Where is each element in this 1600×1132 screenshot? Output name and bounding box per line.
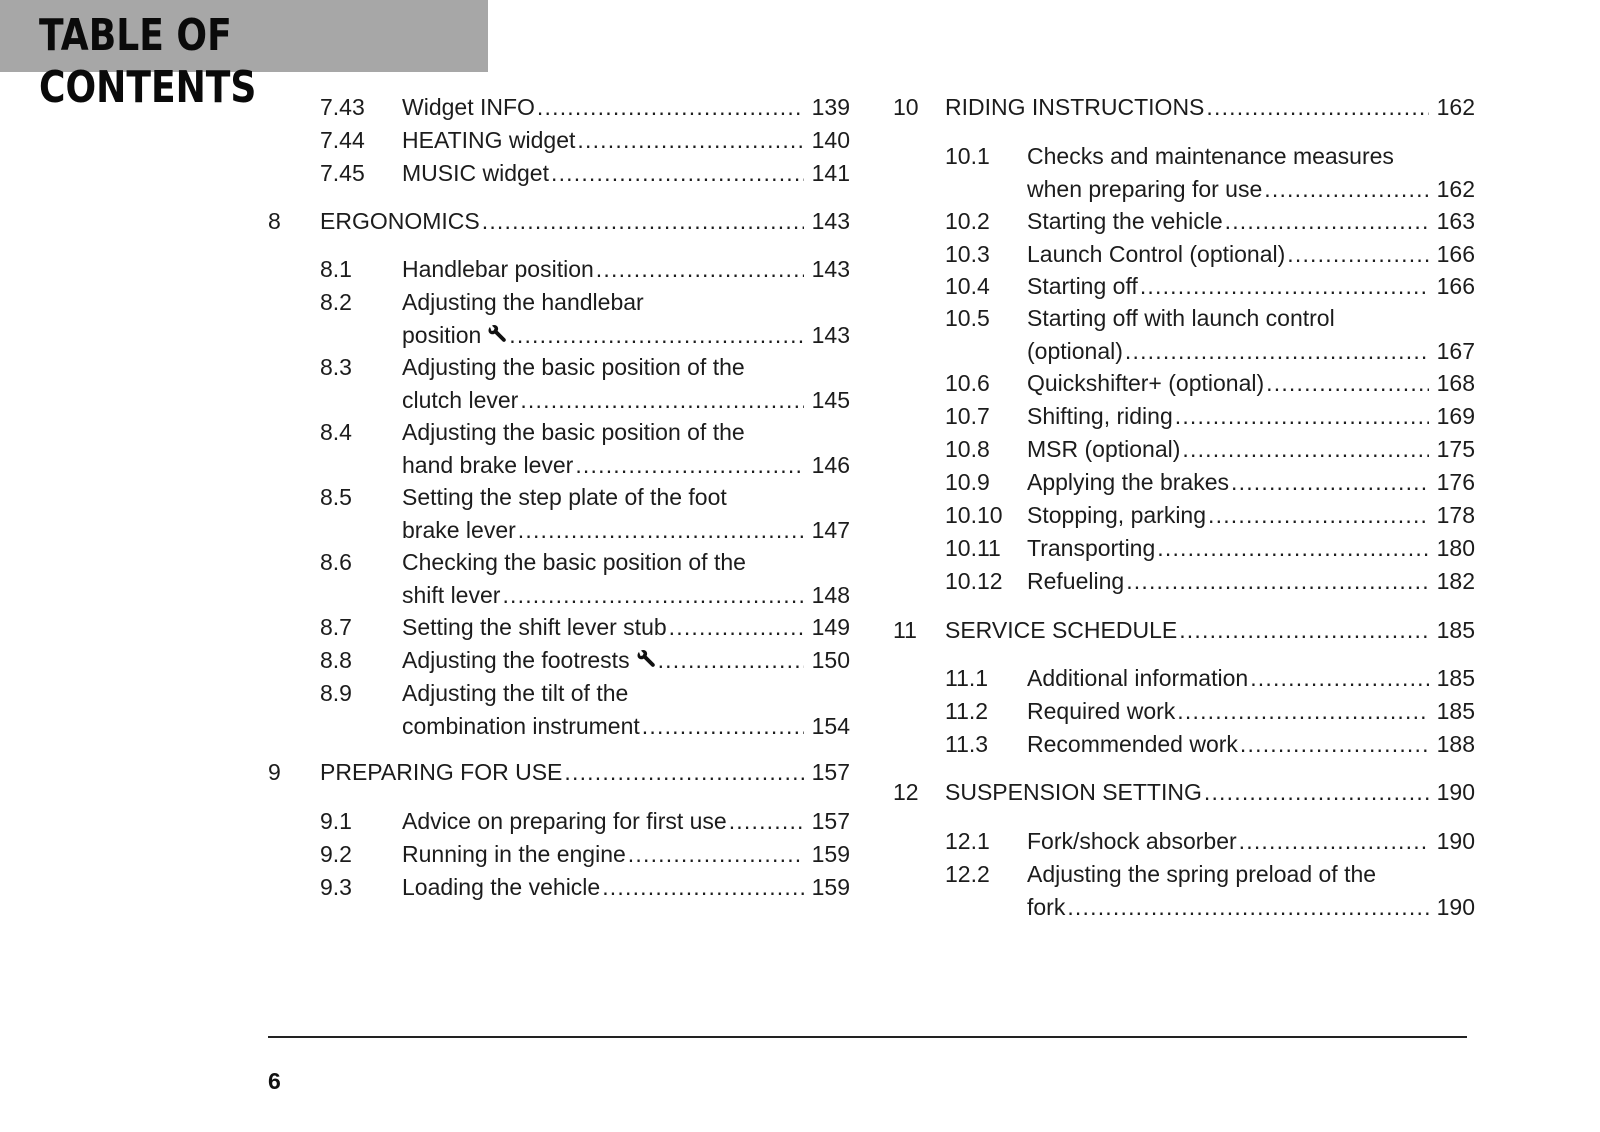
page-ref[interactable]: 157 bbox=[811, 759, 850, 785]
entry-title: Refueling bbox=[1027, 568, 1125, 594]
dot-leader bbox=[537, 91, 804, 124]
entry-title: Advice on preparing for first use bbox=[402, 808, 727, 834]
entry-line bbox=[945, 614, 1475, 647]
section-number: 7.44 bbox=[320, 127, 365, 153]
page-ref[interactable]: 188 bbox=[1436, 731, 1475, 757]
page-ref[interactable]: 185 bbox=[1436, 698, 1475, 724]
section-number: 11.2 bbox=[945, 698, 989, 724]
entry-title: MSR (optional) bbox=[1027, 436, 1181, 462]
entry-line bbox=[1027, 302, 1475, 335]
dot-leader bbox=[575, 449, 804, 482]
entry-title: Starting off with launch control bbox=[1027, 305, 1335, 331]
section-number: 8.9 bbox=[320, 680, 352, 706]
entry-title: Adjusting the handlebar bbox=[402, 289, 644, 315]
page-ref[interactable]: 190 bbox=[1436, 893, 1475, 920]
dot-leader bbox=[1125, 335, 1429, 368]
entry-title: Transporting bbox=[1027, 535, 1156, 561]
entry-title: Quickshifter+ (optional) bbox=[1027, 370, 1265, 396]
entry-line bbox=[402, 579, 850, 612]
entry-text-block bbox=[1027, 367, 1475, 400]
dot-leader bbox=[502, 579, 804, 612]
page-ref[interactable]: 182 bbox=[1436, 568, 1475, 594]
entry-title: Launch Control (optional) bbox=[1027, 241, 1286, 267]
page-title: TABLE OF CONTENTS bbox=[39, 10, 257, 113]
dot-leader bbox=[1240, 728, 1429, 761]
dot-leader bbox=[1182, 433, 1429, 466]
entry-text-block bbox=[1027, 565, 1475, 598]
entry-text-block bbox=[1027, 140, 1475, 205]
wrench-icon bbox=[636, 644, 656, 662]
dot-leader bbox=[1208, 499, 1429, 532]
dot-leader bbox=[1264, 173, 1429, 206]
chapter-number: 11 bbox=[893, 617, 917, 643]
section-number: 11.3 bbox=[945, 731, 989, 757]
section-number: 9.3 bbox=[320, 874, 352, 900]
entry-line bbox=[402, 805, 850, 838]
section-number: 10.11 bbox=[945, 535, 1001, 561]
entry-line bbox=[320, 205, 850, 238]
page-ref[interactable]: 140 bbox=[811, 127, 850, 153]
page-ref[interactable]: 162 bbox=[1436, 175, 1475, 202]
dot-leader bbox=[1157, 532, 1429, 565]
entry-title: SUSPENSION SETTING bbox=[945, 779, 1202, 805]
page-ref[interactable]: 185 bbox=[1436, 617, 1475, 643]
entry-line bbox=[402, 384, 850, 417]
entry-title: Fork/shock absorber bbox=[1027, 828, 1237, 854]
section-number: 12.2 bbox=[945, 861, 990, 887]
entry-line bbox=[1027, 205, 1475, 238]
chapter-number: 12 bbox=[893, 779, 919, 805]
dot-leader bbox=[1250, 662, 1429, 695]
entry-title: PREPARING FOR USE bbox=[320, 759, 563, 785]
entry-line bbox=[1027, 695, 1475, 728]
entry-text-block bbox=[945, 91, 1475, 124]
entry-title: Handlebar position bbox=[402, 256, 594, 282]
entry-title: Adjusting the basic position of the bbox=[402, 419, 745, 445]
dot-leader bbox=[551, 157, 804, 190]
entry-text-block bbox=[402, 546, 850, 611]
section-number: 9.2 bbox=[320, 841, 352, 867]
entry-text-block bbox=[402, 805, 850, 838]
entry-line bbox=[1027, 367, 1475, 400]
page-ref[interactable]: 163 bbox=[1436, 208, 1475, 234]
dot-leader bbox=[1067, 891, 1429, 924]
section-number: 7.43 bbox=[320, 94, 365, 120]
entry-title: Starting the vehicle bbox=[1027, 208, 1223, 234]
entry-line bbox=[945, 776, 1475, 809]
entry-line bbox=[1027, 400, 1475, 433]
dot-leader bbox=[1206, 91, 1429, 124]
entry-title: RIDING INSTRUCTIONS bbox=[945, 94, 1205, 120]
entry-title: Adjusting the tilt of the bbox=[402, 680, 629, 706]
entry-title: Loading the vehicle bbox=[402, 874, 601, 900]
entry-line bbox=[1027, 466, 1475, 499]
entry-line bbox=[402, 449, 850, 482]
dot-leader bbox=[509, 319, 804, 352]
entry-text-block bbox=[1027, 728, 1475, 761]
entry-line bbox=[402, 286, 850, 319]
entry-line bbox=[402, 710, 850, 743]
entry-line bbox=[402, 644, 850, 677]
dot-leader bbox=[1140, 270, 1429, 303]
dot-leader bbox=[1239, 825, 1429, 858]
entry-text-block bbox=[402, 871, 850, 904]
entry-title: Required work bbox=[1027, 698, 1176, 724]
dot-leader bbox=[628, 838, 804, 871]
entry-text-block bbox=[1027, 400, 1475, 433]
entry-title: Setting the step plate of the foot bbox=[402, 484, 727, 510]
entry-line bbox=[402, 157, 850, 190]
wrench-icon bbox=[487, 319, 507, 337]
entry-line bbox=[402, 838, 850, 871]
section-number: 10.8 bbox=[945, 436, 990, 462]
entry-line bbox=[402, 351, 850, 384]
page-ref[interactable]: 168 bbox=[1436, 370, 1475, 396]
entry-line bbox=[402, 514, 850, 547]
entry-title: SERVICE SCHEDULE bbox=[945, 617, 1178, 643]
entry-text-block bbox=[1027, 466, 1475, 499]
page-ref[interactable]: 162 bbox=[1436, 94, 1475, 120]
entry-text-block bbox=[402, 644, 850, 677]
dot-leader bbox=[1179, 614, 1429, 647]
entry-text-block bbox=[1027, 662, 1475, 695]
entry-line bbox=[402, 253, 850, 286]
section-number: 10.1 bbox=[945, 143, 990, 169]
entry-text-block bbox=[945, 776, 1475, 809]
dot-leader bbox=[1177, 695, 1429, 728]
section-number: 10.4 bbox=[945, 273, 990, 299]
section-number: 8.6 bbox=[320, 549, 352, 575]
entry-line bbox=[1027, 173, 1475, 206]
entry-text-block bbox=[1027, 238, 1475, 271]
entry-line bbox=[402, 416, 850, 449]
section-number: 9.1 bbox=[320, 808, 352, 834]
page-ref[interactable]: 146 bbox=[811, 451, 850, 478]
dot-leader bbox=[669, 611, 804, 644]
section-number: 10.10 bbox=[945, 502, 1003, 528]
entry-text-block bbox=[402, 351, 850, 416]
page-ref[interactable]: 139 bbox=[811, 94, 850, 120]
page-ref[interactable]: 145 bbox=[811, 386, 850, 413]
page-ref[interactable]: 157 bbox=[811, 808, 850, 834]
page-ref[interactable]: 178 bbox=[1436, 502, 1475, 528]
entry-text-block bbox=[402, 838, 850, 871]
page-ref[interactable]: 147 bbox=[811, 516, 850, 543]
entry-text-block bbox=[402, 286, 850, 351]
entry-line bbox=[402, 546, 850, 579]
entry-line bbox=[1027, 825, 1475, 858]
dot-leader bbox=[482, 205, 804, 238]
entry-title: fork bbox=[1027, 893, 1066, 920]
entry-title: hand brake lever bbox=[402, 451, 574, 478]
entry-line bbox=[1027, 728, 1475, 761]
page-ref[interactable]: 166 bbox=[1436, 273, 1475, 299]
entry-text-block bbox=[402, 157, 850, 190]
entry-text-block bbox=[1027, 499, 1475, 532]
entry-line bbox=[402, 319, 850, 352]
page-number: 6 bbox=[268, 1068, 281, 1094]
dot-leader bbox=[658, 644, 804, 677]
entry-line bbox=[1027, 891, 1475, 924]
entry-line bbox=[402, 124, 850, 157]
entry-title: Starting off bbox=[1027, 273, 1138, 299]
section-number: 10.12 bbox=[945, 568, 1003, 594]
entry-title: Setting the shift lever stub bbox=[402, 614, 667, 640]
page-ref[interactable]: 190 bbox=[1436, 779, 1475, 805]
entry-title: combination instrument bbox=[402, 712, 640, 739]
entry-line bbox=[320, 756, 850, 789]
entry-text-block bbox=[1027, 205, 1475, 238]
entry-title: Adjusting the spring preload of the bbox=[1027, 861, 1377, 887]
entry-title: Applying the brakes bbox=[1027, 469, 1230, 495]
entry-text-block bbox=[1027, 825, 1475, 858]
section-number: 10.2 bbox=[945, 208, 990, 234]
section-number: 10.6 bbox=[945, 370, 990, 396]
entry-title: Adjusting the basic position of the bbox=[402, 354, 745, 380]
section-number: 8.1 bbox=[320, 256, 352, 282]
dot-leader bbox=[1231, 466, 1429, 499]
page-ref[interactable]: 141 bbox=[811, 160, 850, 186]
entry-line bbox=[402, 481, 850, 514]
dot-leader bbox=[729, 805, 804, 838]
entry-text-block bbox=[1027, 433, 1475, 466]
entry-line bbox=[402, 871, 850, 904]
dot-leader bbox=[1225, 205, 1429, 238]
entry-title: brake lever bbox=[402, 516, 516, 543]
section-number: 8.2 bbox=[320, 289, 352, 315]
page-ref[interactable]: 167 bbox=[1436, 337, 1475, 364]
entry-line bbox=[402, 91, 850, 124]
section-number: 10.3 bbox=[945, 241, 990, 267]
page-ref[interactable]: 185 bbox=[1436, 665, 1475, 691]
entry-text-block bbox=[402, 677, 850, 742]
dot-leader bbox=[642, 710, 804, 743]
entry-title: clutch lever bbox=[402, 386, 519, 413]
page-ref[interactable]: 169 bbox=[1436, 403, 1475, 429]
page-ref[interactable]: 175 bbox=[1436, 436, 1475, 462]
page-ref[interactable]: 159 bbox=[811, 841, 850, 867]
entry-text-block bbox=[1027, 858, 1475, 923]
entry-line bbox=[1027, 433, 1475, 466]
entry-line bbox=[1027, 532, 1475, 565]
entry-text-block bbox=[402, 481, 850, 546]
page-ref[interactable]: 150 bbox=[811, 647, 850, 673]
page-ref[interactable]: 159 bbox=[811, 874, 850, 900]
section-number: 12.1 bbox=[945, 828, 990, 854]
dot-leader bbox=[1126, 565, 1429, 598]
chapter-number: 8 bbox=[268, 208, 281, 234]
entry-title: when preparing for use bbox=[1027, 175, 1263, 202]
chapter-number: 9 bbox=[268, 759, 281, 785]
entry-title: Recommended work bbox=[1027, 731, 1238, 757]
entry-text-block bbox=[1027, 302, 1475, 367]
section-number: 10.7 bbox=[945, 403, 990, 429]
page-ref[interactable]: 143 bbox=[811, 256, 850, 282]
page-ref[interactable]: 190 bbox=[1436, 828, 1475, 854]
entry-line bbox=[1027, 858, 1475, 891]
dot-leader bbox=[1204, 776, 1429, 809]
entry-line bbox=[1027, 335, 1475, 368]
entry-text-block bbox=[1027, 532, 1475, 565]
entry-title: Shifting, riding bbox=[1027, 403, 1173, 429]
entry-title: MUSIC widget bbox=[402, 160, 549, 186]
dot-leader bbox=[520, 384, 804, 417]
chapter-number: 10 bbox=[893, 94, 919, 120]
dot-leader bbox=[1287, 238, 1429, 271]
section-number: 7.45 bbox=[320, 160, 365, 186]
section-number: 10.9 bbox=[945, 469, 990, 495]
entry-title: shift lever bbox=[402, 581, 501, 608]
entry-text-block bbox=[320, 756, 850, 789]
entry-title: Stopping, parking bbox=[1027, 502, 1207, 528]
entry-text-block bbox=[1027, 695, 1475, 728]
entry-text-block bbox=[402, 611, 850, 644]
entry-text-block bbox=[402, 124, 850, 157]
entry-text-block bbox=[402, 416, 850, 481]
entry-title: position bbox=[402, 321, 482, 348]
section-number: 8.3 bbox=[320, 354, 352, 380]
page-ref[interactable]: 148 bbox=[811, 581, 850, 608]
entry-line bbox=[1027, 662, 1475, 695]
entry-line bbox=[1027, 565, 1475, 598]
page-ref[interactable]: 143 bbox=[811, 321, 850, 348]
entry-title: ERGONOMICS bbox=[320, 208, 480, 234]
entry-line bbox=[945, 91, 1475, 124]
page-ref[interactable]: 154 bbox=[811, 712, 850, 739]
section-number: 8.8 bbox=[320, 647, 352, 673]
entry-line bbox=[402, 611, 850, 644]
entry-line bbox=[402, 677, 850, 710]
footer-divider bbox=[268, 1036, 1467, 1038]
entry-title: Additional information bbox=[1027, 665, 1249, 691]
entry-text-block bbox=[1027, 270, 1475, 303]
section-number: 8.5 bbox=[320, 484, 352, 510]
entry-title: Checks and maintenance measures bbox=[1027, 143, 1394, 169]
entry-title: Running in the engine bbox=[402, 841, 626, 867]
entry-line bbox=[1027, 238, 1475, 271]
dot-leader bbox=[596, 253, 804, 286]
section-number: 10.5 bbox=[945, 305, 990, 331]
section-number: 8.7 bbox=[320, 614, 352, 640]
dot-leader bbox=[602, 871, 804, 904]
dot-leader bbox=[1175, 400, 1429, 433]
entry-title: HEATING widget bbox=[402, 127, 576, 153]
entry-text-block bbox=[402, 91, 850, 124]
page-ref[interactable]: 166 bbox=[1436, 241, 1475, 267]
dot-leader bbox=[1266, 367, 1429, 400]
dot-leader bbox=[577, 124, 804, 157]
entry-line bbox=[1027, 270, 1475, 303]
dot-leader bbox=[564, 756, 804, 789]
entry-line bbox=[1027, 140, 1475, 173]
section-number: 8.4 bbox=[320, 419, 352, 445]
page-ref[interactable]: 180 bbox=[1436, 535, 1475, 561]
page-ref[interactable]: 176 bbox=[1436, 469, 1475, 495]
entry-title: Adjusting the footrests bbox=[402, 647, 630, 673]
entry-title: (optional) bbox=[1027, 337, 1123, 364]
entry-text-block bbox=[320, 205, 850, 238]
entry-line bbox=[1027, 499, 1475, 532]
entry-title: Checking the basic position of the bbox=[402, 549, 746, 575]
section-number: 11.1 bbox=[945, 665, 989, 691]
dot-leader bbox=[518, 514, 804, 547]
entry-text-block bbox=[402, 253, 850, 286]
page-ref[interactable]: 143 bbox=[811, 208, 850, 234]
page-ref[interactable]: 149 bbox=[811, 614, 850, 640]
entry-title: Widget INFO bbox=[402, 94, 535, 120]
entry-text-block bbox=[945, 614, 1475, 647]
